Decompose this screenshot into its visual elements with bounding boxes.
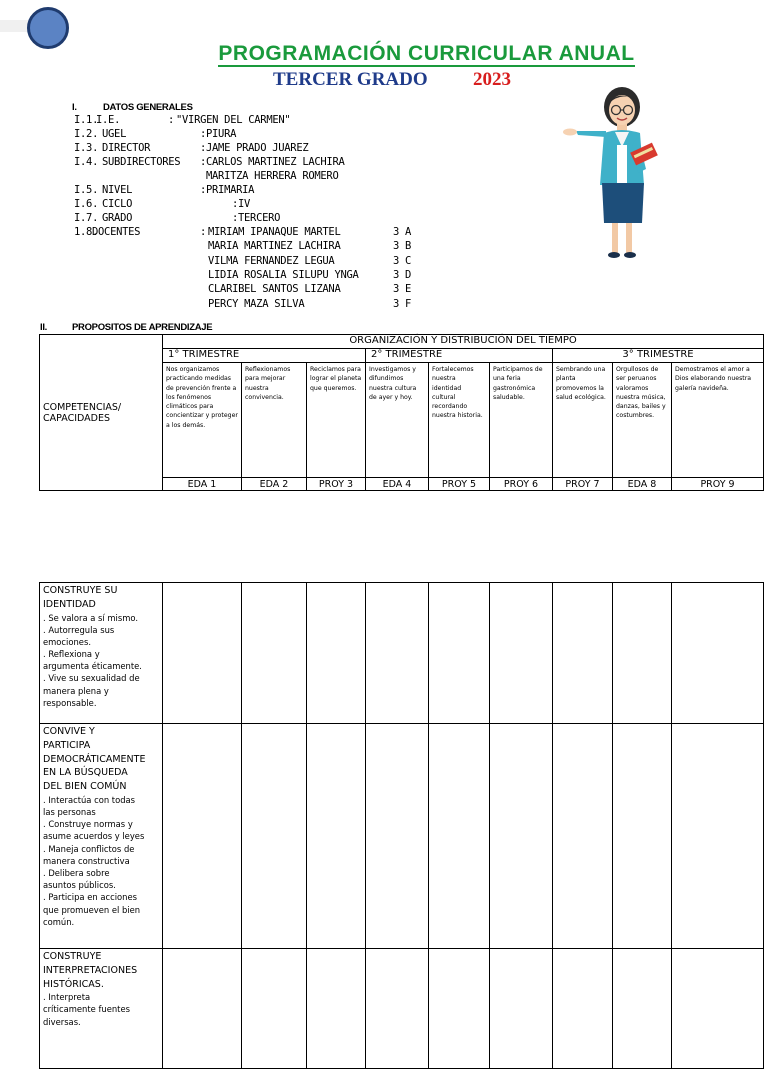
capacidad-line: . Interpreta [43,992,91,1003]
datos-row-number: I.1. [74,114,99,126]
empty-cell [429,724,490,949]
datos-row-value: "VIRGEN DEL CARMEN" [176,114,291,126]
empty-cell [553,949,613,1069]
competencia-cell [40,949,163,1069]
datos-row-label: GRADO [102,212,133,224]
capacidad-line: . Delibera sobre [43,867,110,878]
docente-name: PERCY MAZA SILVA [208,297,305,310]
datos-row-value: IV [238,198,251,210]
capacidad-line: . Autorregula sus [43,624,115,635]
datos-row-sep: : [200,184,207,196]
project-code-cell: PROY 5 [429,478,490,491]
trimestre-1-cell: 1° TRIMESTRE [163,349,366,363]
competencia-title-line: PARTICIPA [43,739,91,751]
datos-row-value: PRIMARIA [206,184,255,196]
datos-row-value: MARITZA HERRERA ROMERO [206,170,339,182]
docente-name: VILMA FERNANDEZ LEGUA [208,254,335,267]
project-code-cell: PROY 3 [307,478,366,491]
docente-name: MIRIAM IPANAQUE MARTEL [208,226,341,238]
empty-cell [242,583,307,724]
project-code-cell: EDA 1 [163,478,242,491]
empty-cell [429,583,490,724]
grade-subtitle: TERCER GRADO [273,69,428,90]
org-header-cell: ORGANIZACIÓN Y DISTRIBUCIÓN DEL TIEMPO [163,335,764,349]
datos-row-label: I.E. [96,114,121,126]
capacidad-line: común. [43,916,75,927]
docente-name: MARIA MARTINEZ LACHIRA [208,240,341,253]
competencia-cell [40,724,163,949]
empty-cell [307,724,366,949]
project-description-cell: Sembrando una planta promovemos la salud ecológica. [553,363,613,478]
capacidad-line: . Reflexiona y [43,649,100,660]
project-description-cell: Participamos de una feria gastronómica saludable. [490,363,553,478]
datos-row-number: I.4. [74,156,99,168]
competencia-title-line: CONSTRUYE [43,951,102,962]
competencias-header-cell: COMPETENCIAS/ CAPACIDADES [40,335,163,491]
project-code-cell: PROY 6 [490,478,553,491]
capacidad-line: emociones. [43,636,91,647]
competencia-title-line: CONSTRUYE SU [43,585,118,596]
trimestre-2-cell: 2° TRIMESTRE [366,349,553,363]
project-description-cell: Orgullosos de ser peruanos valoramos nuestra música, danzas, bailes y costumbres. [613,363,672,478]
datos-row-number: I.3. [74,142,99,154]
datos-row-sep: : [168,114,175,126]
competencia-cell [40,583,163,724]
docentes-sep: : [200,226,207,238]
capacidad-line: responsable. [43,697,97,708]
project-description-cell: Reflexionamos para mejorar nuestra convivencia. [242,363,307,478]
docente-name: LIDIA ROSALIA SILUPU YNGA [208,268,359,281]
empty-cell [366,949,429,1069]
empty-cell [490,583,553,724]
docente-section: 3 C [393,254,412,267]
project-code-cell: EDA 4 [366,478,429,491]
empty-cell [613,583,672,724]
competencia-row [40,724,764,949]
competencia-title-line: INTERPRETACIONES [43,964,138,976]
datos-row-label: UGEL [102,128,127,140]
docentes-number: 1.8. [74,226,99,238]
section-1-heading: DATOS GENERALES [103,102,193,113]
capacidad-line: las personas [43,807,96,818]
empty-cell [429,949,490,1069]
datos-row-label: CICLO [102,198,133,210]
project-code-cell: PROY 7 [553,478,613,491]
docente-section: 3 E [393,283,412,296]
datos-row-number: I.6. [74,198,99,210]
empty-cell [366,583,429,724]
empty-cell [490,724,553,949]
docentes-label: DOCENTES [92,226,141,238]
docente-section: 3 A [393,226,412,238]
trimestre-3-cell: 3° TRIMESTRE [553,349,764,363]
competencia-title-line: EN LA BÚSQUEDA [43,767,128,779]
competencia-title-line: DEL BIEN COMÚN [43,781,127,793]
competencia-title-line: IDENTIDAD [43,598,96,610]
capacidad-line: . Construye normas y [43,819,133,830]
section-1-number: I. [72,102,77,113]
empty-cell [307,949,366,1069]
docente-section: 3 F [393,297,412,310]
empty-cell [553,724,613,949]
capacidad-line: críticamente fuentes [43,1004,130,1015]
empty-cell [163,583,242,724]
datos-row-sep: : [200,142,207,154]
top-edge-bar [0,20,28,32]
empty-cell [163,724,242,949]
competencia-row [40,583,764,724]
datos-row-number: I.5. [74,184,99,196]
competencia-title-line: HISTÓRICAS. [43,978,104,990]
capacidad-line: diversas. [43,1016,81,1027]
capacidad-line: . Maneja conflictos de [43,843,135,854]
project-description-cell: Reciclamos para lograr el planeta que queremos. [307,363,366,478]
teacher-illustration-icon [560,85,690,265]
empty-cell [307,583,366,724]
propositos-header-table [39,334,764,491]
capacidad-line: asuntos públicos. [43,880,116,891]
section-2-heading: PROPOSITOS DE APRENDIZAJE [72,322,213,333]
datos-row-label: DIRECTOR [102,142,151,154]
empty-cell [163,949,242,1069]
section-2-number: II. [40,322,48,333]
datos-row-number: I.2. [74,128,99,140]
docente-section: 3 B [393,240,412,253]
datos-row-value: PIURA [206,128,237,140]
project-code-cell: EDA 8 [613,478,672,491]
empty-cell [672,949,764,1069]
docente-section: 3 D [393,268,412,281]
empty-cell [613,949,672,1069]
empty-cell [553,583,613,724]
project-description-cell: Nos organizamos practicando medidas de prevención frente a los fenómenos climáticos para concientizar y proteger a los demás. [163,363,242,478]
capacidad-line: . Vive su sexualidad de [43,673,140,684]
capacidad-line: . Se valora a sí mismo. [43,612,139,623]
empty-cell [242,949,307,1069]
capacidad-line: manera plena y [43,685,109,696]
datos-row-value: JAME PRADO JUAREZ [206,142,309,154]
datos-row-value: CARLOS MARTINEZ LACHIRA [206,156,345,168]
capacidad-line: argumenta éticamente. [43,661,142,672]
datos-row-label: SUBDIRECTORES [102,156,181,168]
project-code-cell: PROY 9 [672,478,764,491]
competencia-title-line: CONVIVE Y [43,726,95,737]
docente-name: CLARIBEL SANTOS LIZANA [208,283,341,296]
project-description-cell: Demostramos el amor a Dios elaborando nuestra galería navideña. [672,363,764,478]
project-description-cell: Fortalecemos nuestra identidad cultural recordando nuestra historia. [429,363,490,478]
empty-cell [613,724,672,949]
capacidad-line: manera constructiva [43,855,130,866]
datos-row-sep: : [200,156,207,168]
project-code-cell: EDA 2 [242,478,307,491]
empty-cell [366,724,429,949]
empty-cell [242,724,307,949]
datos-row-value: TERCERO [238,212,281,224]
capacidad-line: asume acuerdos y leyes [43,831,145,842]
capacidad-line: . Participa en acciones [43,892,137,903]
datos-row-number: I.7. [74,212,99,224]
project-description-cell: Investigamos y difundimos nuestra cultura de ayer y hoy. [366,363,429,478]
datos-row-sep: : [232,198,239,210]
datos-row-sep: : [200,128,207,140]
capacidad-line: . Interactúa con todas [43,794,136,805]
empty-cell [672,724,764,949]
empty-cell [672,583,764,724]
competencias-table [39,582,764,1069]
competencia-row [40,949,764,1069]
competencia-title-line: DEMOCRÁTICAMENTE [43,753,146,765]
page-title: PROGRAMACIÓN CURRICULAR ANUAL [218,42,635,65]
empty-cell [490,949,553,1069]
datos-row-label: NIVEL [102,184,133,196]
capacidad-line: que promueven el bien [43,904,141,915]
datos-row-sep: : [232,212,239,224]
year-label: 2023 [473,69,511,90]
